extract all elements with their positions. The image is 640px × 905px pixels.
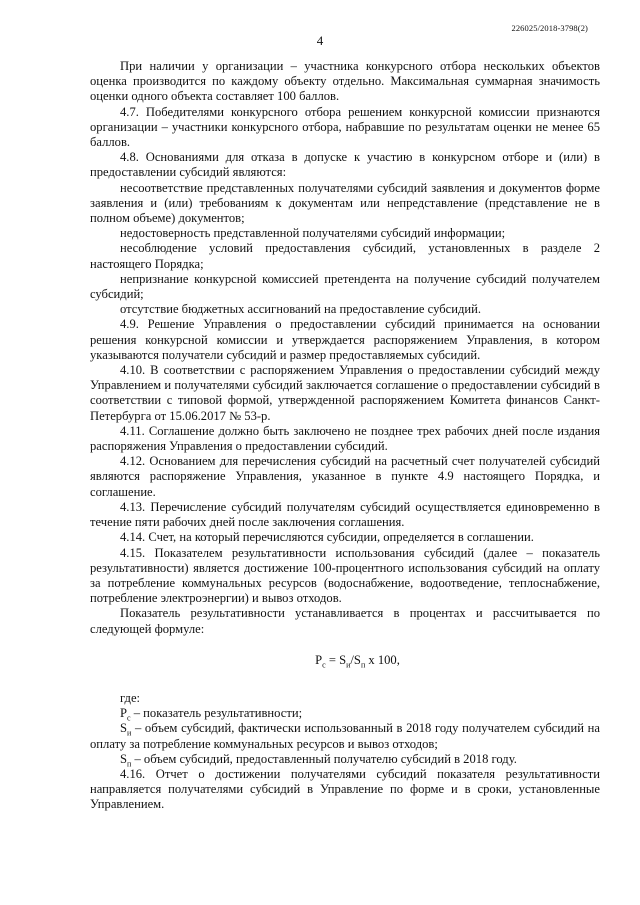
formula-s-used-sub: и xyxy=(346,660,351,670)
paragraph-4-7: 4.7. Победителями конкурсного отбора решением конкурсной комиссии признаются организации – участники конкурсного отбора, набравшие по результатам оценки не менее 65 баллов. xyxy=(90,104,600,150)
definition-sp-symbol: S xyxy=(120,751,128,766)
formula-s-granted: S xyxy=(353,652,361,667)
definition-si-text: – объем субсидий, фактически использованный в 2018 году получателем субсидий на оплату за потребление коммунальных ресурсов и вывоз отходов; xyxy=(90,721,600,751)
formula-p: P xyxy=(315,652,323,667)
formula-s-used: S xyxy=(339,652,347,667)
paragraph-4-8-item-1: несоответствие представленных получателями субсидий заявления и документов форме заявления и (или) требованиям к документам или непредставление (представление не в полном объеме) документов; xyxy=(90,180,600,226)
definition-sp xyxy=(90,752,600,767)
paragraph-4-10: 4.10. В соответствии с распоряжением Управления о предоставлении субсидий между Управлением и получателями субсидий заключается соглашение о предоставлении субсидий в соответствии с типовой формой, утвержденной распоряжением Комитета финансов Санкт-Петербурга от 15.06.2017 № 53-р. xyxy=(90,363,600,423)
definition-sp-sub: п xyxy=(127,759,132,769)
paragraph-multiple-objects: При наличии у организации – участника конкурсного отбора нескольких объектов оценка производится по каждому объекту отдельно. Максимальная суммарная значимость оценки одного объекта составляет 100 баллов. xyxy=(90,59,600,104)
paragraph-4-15: 4.15. Показателем результативности использования субсидий (далее – показатель результативности) является достижение 100-процентного использования субсидий на оплату за потребление коммунальных ресурсов (водоснабжение, водоотведение, теплоснабжение, потребление электроэнергии) и вывоз отходов. xyxy=(90,545,600,606)
formula-slash: / xyxy=(350,652,354,667)
definition-pc-text: – показатель результативности; xyxy=(130,706,303,721)
formula-p-sub: c xyxy=(322,660,326,670)
definition-pc-symbol: P xyxy=(120,706,128,721)
page-number: 4 xyxy=(316,33,324,48)
formula-eq: = xyxy=(325,652,340,667)
document-id: 226025/2018-3798(2) xyxy=(511,23,588,33)
paragraph-4-8-item-5: отсутствие бюджетных ассигнований на предоставление субсидий. xyxy=(120,302,481,317)
definition-sp-text: – объем субсидий, предоставленный получателю субсидий в 2018 году. xyxy=(131,751,517,766)
paragraph-4-8-item-4: непризнание конкурсной комиссией претендента на получение субсидий получателем субсидий; xyxy=(90,271,600,302)
formula-s-granted-sub: п xyxy=(360,660,366,670)
paragraph-where: где: xyxy=(120,690,141,705)
formula-tail: х 100, xyxy=(365,652,400,667)
definition-pc xyxy=(90,706,600,721)
paragraph-4-13: 4.13. Перечисление субсидий получателям субсидий осуществляется единовременно в течение пяти рабочих дней после заключения соглашения. xyxy=(90,499,600,530)
definition-si-sub: и xyxy=(127,728,132,738)
paragraph-4-8-item-2: недостоверность представленной получателями субсидий информации; xyxy=(120,226,506,241)
paragraph-4-8-item-3: несоблюдение условий предоставления субсидий, установленных в разделе 2 настоящего Порядка; xyxy=(90,241,600,271)
paragraph-4-8: 4.8. Основаниями для отказа в допуске к участию в конкурсном отборе и (или) в предоставлении субсидий являются: xyxy=(90,150,600,180)
document-body xyxy=(90,59,600,813)
paragraph-4-14: 4.14. Счет, на который перечисляются субсидии, определяется в соглашении. xyxy=(120,530,534,545)
formula xyxy=(115,653,600,668)
definition-si-symbol: S xyxy=(120,721,128,736)
paragraph-4-16: 4.16. Отчет о достижении получателями субсидий показателя результативности направляется получателями субсидий в Управление по форме и в сроки, установленные Управлением. xyxy=(90,766,600,812)
paragraph-4-9: 4.9. Решение Управления о предоставлении субсидий принимается на основании решения конкурсной комиссии и утверждается распоряжением Управления, в котором указываются получатели субсидий и размер предоставляемых субсидий. xyxy=(90,317,600,362)
paragraph-indicator-formula-intro: Показатель результативности устанавливается в процентах и рассчитывается по следующей формуле: xyxy=(90,606,600,636)
paragraph-4-12: 4.12. Основанием для перечисления субсидий на расчетный счет получателей субсидий являются распоряжение Управления, указанное в пункте 4.9 настоящего Порядка, и соглашение. xyxy=(90,454,600,499)
definition-si xyxy=(90,721,600,751)
paragraph-4-11: 4.11. Соглашение должно быть заключено не позднее трех рабочих дней после издания распоряжения Управления о предоставлении субсидий. xyxy=(90,423,600,454)
definition-pc-sub: c xyxy=(127,713,131,723)
